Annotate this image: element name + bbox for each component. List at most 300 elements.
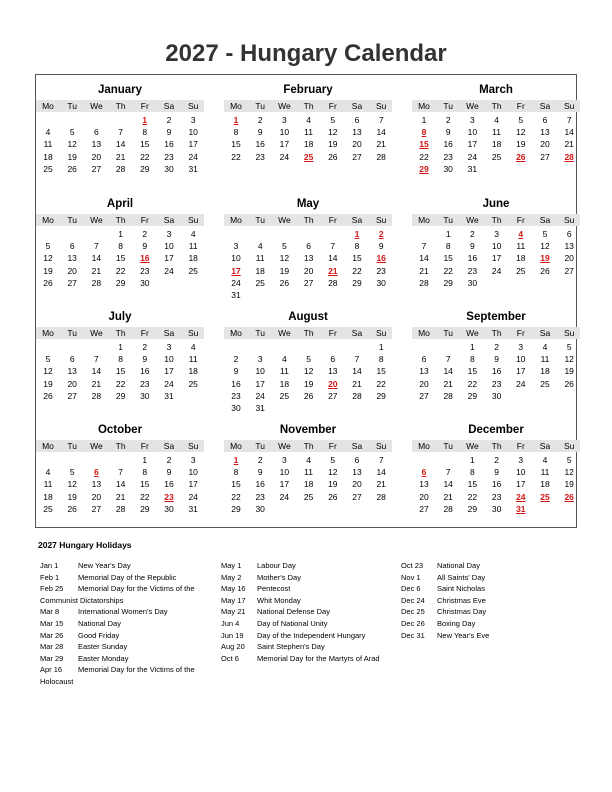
day-cell: 30 (376, 277, 386, 288)
day-cell: 6 (69, 241, 75, 252)
weekday-header (36, 100, 204, 112)
day-cell: 14 (115, 479, 126, 490)
weekday-label: Sa (351, 215, 363, 225)
weekday-label: Sa (351, 441, 363, 451)
day-cell: 30 (140, 277, 150, 288)
day-cell: 16 (255, 139, 265, 150)
day-cell: 8 (378, 354, 384, 365)
day-cell: 14 (443, 479, 453, 490)
holiday-row (40, 676, 195, 688)
day-cell: 21 (564, 139, 574, 150)
day-cell: 15 (376, 366, 386, 377)
holiday-date: 28 (564, 151, 574, 162)
holiday-name: Pentecost (257, 584, 291, 594)
day-cell: 24 (188, 491, 198, 502)
day-cell: 11 (540, 467, 550, 478)
day-cell: 27 (419, 503, 429, 514)
weekday-header (36, 327, 204, 339)
holiday-row (401, 595, 489, 607)
weekday-label: Su (187, 215, 199, 225)
holiday-date: 29 (419, 163, 429, 174)
weekday-label: We (278, 441, 291, 451)
day-cell: 8 (470, 354, 475, 365)
day-cell: 11 (188, 354, 198, 365)
day-cell: 17 (279, 479, 290, 490)
day-cell: 22 (443, 265, 453, 276)
day-cell: 22 (115, 378, 126, 389)
day-cell: 9 (142, 354, 148, 365)
day-cell: 29 (352, 277, 362, 288)
day-cell: 29 (140, 503, 150, 514)
day-cell: 27 (419, 390, 429, 401)
day-cell: 30 (164, 163, 174, 174)
holiday-row (40, 572, 195, 584)
day-cell: 3 (282, 115, 287, 125)
day-cell: 6 (542, 115, 548, 125)
weekday-label: We (90, 215, 103, 225)
day-cell: 27 (91, 163, 102, 174)
day-cell: 30 (255, 503, 265, 514)
weekday-label: Th (115, 328, 126, 338)
day-cell: 3 (166, 229, 172, 239)
day-cell: 25 (255, 277, 265, 288)
day-cell: 6 (69, 354, 75, 365)
day-cell: 24 (164, 378, 174, 389)
weekday-label: Sa (163, 441, 175, 451)
holiday-date-label: Dec 26 (401, 618, 425, 628)
day-cell: 29 (115, 390, 126, 401)
weekday-label: Fr (328, 215, 337, 225)
day-cell: 3 (470, 115, 475, 125)
holiday-date: 2 (378, 229, 384, 239)
day-cell: 5 (330, 115, 336, 125)
month-name: July (108, 311, 132, 323)
day-cell: 10 (164, 241, 174, 252)
holiday-date-label: Oct 23 (401, 561, 424, 570)
month-name: May (296, 198, 320, 210)
day-cell: 18 (303, 479, 314, 490)
day-cell: 9 (257, 127, 263, 138)
weekday-label: Tu (67, 328, 77, 338)
day-cell: 1 (445, 229, 451, 239)
day-cell: 25 (540, 378, 550, 389)
holiday-date-label: Mar 29 (40, 653, 64, 663)
day-cell: 27 (352, 151, 362, 162)
day-cell: 11 (43, 479, 53, 490)
day-cell: 25 (43, 163, 53, 174)
day-cell: 9 (494, 467, 499, 478)
month-name: June (482, 198, 510, 210)
weekday-label: Sa (539, 441, 551, 451)
weekday-label: Su (375, 441, 387, 451)
day-cell: 27 (67, 277, 77, 288)
day-cell: 21 (419, 265, 429, 276)
weekday-header (36, 440, 204, 452)
day-cell: 13 (91, 479, 102, 490)
day-cell: 13 (352, 467, 362, 478)
day-cell: 31 (467, 163, 478, 174)
day-cell: 12 (540, 241, 550, 252)
holiday-name: National Day (78, 618, 121, 628)
day-cell: 26 (43, 277, 53, 288)
weekday-header (412, 327, 580, 339)
day-cell: 11 (492, 127, 501, 138)
holiday-date: 6 (94, 467, 99, 478)
weekday-label: Th (491, 328, 502, 338)
day-cell: 26 (43, 390, 53, 401)
holiday-name: Day of the Independent Hungary (257, 630, 366, 640)
weekday-label: Fr (140, 328, 149, 338)
weekday-label: Tu (443, 101, 453, 111)
weekday-label: Fr (140, 101, 149, 111)
day-cell: 25 (188, 265, 198, 276)
weekday-label: Sa (539, 215, 551, 225)
day-cell: 16 (140, 366, 150, 377)
holiday-date-label: Mar 8 (40, 607, 60, 617)
day-cell: 24 (516, 378, 526, 389)
weekday-label: Tu (255, 215, 265, 225)
day-cell: 8 (445, 241, 451, 252)
day-cell: 2 (233, 354, 239, 365)
day-cell: 31 (188, 503, 198, 514)
day-cell: 1 (118, 229, 123, 239)
day-cell: 31 (188, 163, 198, 174)
holiday-row (221, 595, 380, 607)
day-cell: 9 (233, 366, 239, 377)
day-cell: 12 (564, 467, 574, 478)
holiday-name: Boxing Day (437, 618, 476, 628)
day-cell: 19 (67, 151, 77, 162)
day-cell: 11 (279, 366, 289, 377)
day-cell: 15 (443, 253, 453, 264)
weekday-label: Tu (67, 215, 77, 225)
day-cell: 2 (142, 342, 148, 352)
day-cell: 30 (140, 390, 150, 401)
day-cell: 25 (491, 151, 502, 162)
weekday-label: Mo (42, 101, 54, 111)
day-cell: 11 (540, 354, 550, 365)
day-cell: 28 (376, 491, 386, 502)
day-cell: 13 (352, 127, 362, 138)
weekday-label: We (90, 328, 103, 338)
holiday-name: Easter Sunday (78, 642, 128, 652)
day-cell: 31 (255, 403, 265, 413)
day-cell: 14 (376, 467, 386, 478)
day-cell: 14 (419, 253, 429, 264)
day-cell: 28 (352, 390, 362, 401)
day-cell: 3 (494, 229, 499, 239)
day-cell: 9 (142, 241, 148, 252)
day-cell: 4 (282, 354, 287, 365)
day-cell: 2 (470, 229, 475, 239)
day-cell: 2 (257, 455, 263, 465)
weekday-label: We (90, 101, 103, 111)
day-cell: 28 (443, 390, 453, 401)
day-cell: 6 (306, 241, 311, 252)
day-cell: 18 (303, 139, 314, 150)
day-cell: 22 (467, 378, 478, 389)
day-cell: 10 (164, 354, 174, 365)
day-cell: 29 (467, 503, 478, 514)
day-cell: 19 (279, 265, 290, 276)
holiday-date-label: Apr 16 (40, 665, 63, 675)
weekday-label: Su (563, 441, 575, 451)
holiday-row (40, 618, 195, 630)
day-cell: 23 (140, 265, 150, 276)
day-cell: 28 (115, 503, 126, 514)
holiday-date-label: Jun 19 (221, 630, 244, 640)
holiday-date: 17 (231, 265, 241, 276)
holiday-date: 31 (516, 503, 526, 514)
day-cell: 14 (564, 127, 574, 138)
day-cell: 7 (354, 354, 360, 365)
day-cell: 1 (470, 455, 475, 465)
day-cell: 22 (140, 151, 150, 162)
day-cell: 11 (516, 241, 526, 252)
weekday-label: Su (187, 328, 199, 338)
weekday-label: Mo (230, 101, 242, 111)
day-cell: 18 (188, 253, 198, 264)
holiday-date-label: Dec 25 (401, 607, 425, 617)
day-cell: 9 (445, 127, 451, 138)
day-cell: 28 (115, 163, 126, 174)
day-cell: 12 (279, 253, 290, 264)
day-cell: 29 (467, 390, 478, 401)
day-cell: 15 (115, 366, 126, 377)
day-cell: 23 (255, 491, 265, 502)
day-cell: 3 (518, 342, 524, 352)
day-cell: 27 (352, 491, 362, 502)
day-cell: 8 (118, 241, 123, 252)
day-cell: 10 (279, 127, 290, 138)
holiday-name: Saint Nicholas (437, 584, 485, 594)
day-cell: 23 (491, 491, 502, 502)
day-cell: 21 (115, 491, 126, 502)
day-cell: 4 (306, 115, 311, 125)
day-cell: 21 (91, 378, 102, 389)
weekday-label: Mo (230, 441, 242, 451)
holiday-date: 4 (518, 229, 524, 239)
day-cell: 4 (542, 455, 548, 465)
weekday-label: We (90, 441, 103, 451)
day-cell: 22 (115, 265, 126, 276)
day-cell: 4 (190, 342, 196, 352)
day-cell: 20 (540, 139, 550, 150)
day-cell: 28 (91, 390, 102, 401)
day-cell: 16 (443, 139, 453, 150)
day-cell: 21 (376, 479, 386, 490)
day-cell: 16 (491, 366, 502, 377)
holiday-row (40, 630, 195, 642)
holiday-name: Memorial Day for the Victims of the (78, 665, 195, 675)
weekday-label: Mo (230, 328, 242, 338)
day-cell: 16 (467, 253, 478, 264)
day-cell: 3 (257, 354, 263, 365)
holiday-row (221, 641, 380, 653)
holiday-name: Christmas Eve (437, 595, 486, 605)
day-cell: 13 (303, 253, 314, 264)
holiday-date-label: Feb 1 (40, 572, 60, 582)
holiday-date-label: Mar 26 (40, 630, 64, 640)
day-cell: 10 (516, 467, 526, 478)
day-cell: 3 (518, 455, 524, 465)
day-cell: 22 (376, 378, 386, 389)
holiday-date: 16 (376, 253, 386, 264)
day-cell: 14 (376, 127, 386, 138)
holidays-title: 2027 Hungary Holidays (38, 540, 132, 550)
weekday-label: Fr (328, 328, 337, 338)
day-cell: 19 (564, 479, 574, 490)
weekday-label: Th (491, 215, 502, 225)
weekday-label: We (466, 328, 479, 338)
weekday-label: Mo (42, 441, 54, 451)
day-cell: 12 (564, 354, 574, 365)
weekday-label: Sa (351, 101, 363, 111)
weekday-label: Th (491, 101, 502, 111)
day-cell: 29 (443, 277, 453, 288)
day-cell: 20 (352, 139, 362, 150)
weekday-label: Su (563, 215, 575, 225)
holiday-date-label: Dec 31 (401, 630, 425, 640)
weekday-label: Fr (516, 215, 525, 225)
day-cell: 16 (255, 479, 265, 490)
day-cell: 28 (443, 503, 453, 514)
day-cell: 18 (540, 366, 550, 377)
day-cell: 4 (45, 467, 51, 478)
day-cell: 9 (166, 127, 172, 138)
day-cell: 26 (564, 378, 574, 389)
day-cell: 21 (352, 378, 362, 389)
day-cell: 13 (67, 253, 77, 264)
day-cell: 20 (419, 378, 429, 389)
day-cell: 2 (445, 115, 451, 125)
weekday-label: Su (375, 215, 387, 225)
day-cell: 20 (91, 151, 102, 162)
month-name: March (479, 84, 513, 96)
day-cell: 12 (67, 479, 77, 490)
holiday-row (221, 653, 380, 665)
holiday-row (401, 583, 489, 595)
day-cell: 23 (231, 390, 241, 401)
month-name: December (468, 424, 524, 436)
day-cell: 24 (255, 390, 265, 401)
day-cell: 1 (421, 115, 427, 125)
weekday-label: Mo (230, 215, 242, 225)
day-cell: 22 (352, 265, 362, 276)
holiday-row (40, 664, 195, 676)
day-cell: 15 (467, 366, 478, 377)
holiday-row (401, 630, 489, 642)
weekday-label: Sa (539, 101, 551, 111)
weekday-label: Tu (67, 441, 77, 451)
day-cell: 6 (94, 127, 99, 138)
weekday-label: Th (115, 101, 126, 111)
holiday-row (221, 618, 380, 630)
day-cell: 29 (140, 163, 150, 174)
weekday-label: Su (187, 101, 199, 111)
day-cell: 14 (91, 366, 102, 377)
weekday-label: Su (187, 441, 199, 451)
holiday-name: Labour Day (257, 561, 296, 570)
weekday-label: We (278, 328, 291, 338)
day-cell: 12 (303, 366, 314, 377)
day-cell: 14 (443, 366, 453, 377)
day-cell: 10 (516, 354, 526, 365)
weekday-label: Sa (163, 328, 175, 338)
holiday-date-label: Dec 24 (401, 595, 425, 605)
day-cell: 15 (115, 253, 126, 264)
day-cell: 31 (231, 290, 241, 300)
holiday-name: Easter Monday (78, 653, 129, 663)
day-cell: 25 (516, 265, 526, 276)
day-cell: 22 (467, 491, 478, 502)
month-name: September (466, 311, 526, 323)
weekday-header (224, 214, 392, 226)
weekday-label: Tu (443, 441, 453, 451)
day-cell: 20 (352, 479, 362, 490)
month-name: January (97, 84, 143, 96)
day-cell: 3 (166, 342, 172, 352)
weekday-header (412, 214, 580, 226)
weekday-header (36, 214, 204, 226)
holiday-column (40, 560, 195, 688)
holiday-row (221, 606, 380, 618)
day-cell: 11 (304, 467, 313, 478)
day-cell: 2 (257, 115, 263, 125)
holiday-date: 8 (421, 127, 427, 138)
holiday-date: 24 (516, 491, 526, 502)
holiday-row (40, 653, 195, 665)
day-cell: 6 (330, 354, 336, 365)
day-cell: 18 (255, 265, 265, 276)
holiday-name: International Women's Day (78, 607, 168, 617)
day-cell: 15 (352, 253, 362, 264)
weekday-label: Mo (42, 328, 54, 338)
holiday-name: Saint Stephen's Day (257, 642, 325, 652)
day-cell: 9 (378, 241, 384, 252)
holiday-date: 1 (142, 115, 148, 125)
day-cell: 7 (118, 127, 123, 138)
day-cell: 22 (231, 151, 241, 162)
weekday-header (412, 100, 580, 112)
day-cell: 8 (354, 241, 360, 252)
weekday-label: Tu (443, 328, 453, 338)
day-cell: 29 (231, 503, 241, 514)
day-cell: 16 (231, 378, 241, 389)
day-cell: 7 (445, 467, 451, 478)
holiday-name: Memorial Day of the Republic (78, 572, 177, 582)
weekday-label: Sa (539, 328, 551, 338)
weekday-label: Tu (255, 101, 265, 111)
day-cell: 14 (328, 253, 338, 264)
month-name: October (97, 424, 143, 436)
day-cell: 26 (279, 277, 290, 288)
holiday-name: Good Friday (78, 630, 120, 640)
holiday-date-label: Jan 1 (40, 561, 59, 570)
month-name: February (283, 84, 333, 96)
holiday-date: 25 (303, 151, 314, 162)
day-cell: 3 (190, 115, 196, 125)
holiday-name: Memorial Day for the Victims of the (78, 584, 195, 594)
day-cell: 6 (566, 229, 572, 239)
weekday-label: Th (303, 101, 314, 111)
day-cell: 5 (45, 241, 51, 252)
weekday-label: Sa (351, 328, 363, 338)
weekday-label: Th (491, 441, 502, 451)
day-cell: 17 (491, 253, 502, 264)
day-cell: 26 (67, 503, 77, 514)
weekday-label: Th (303, 215, 314, 225)
